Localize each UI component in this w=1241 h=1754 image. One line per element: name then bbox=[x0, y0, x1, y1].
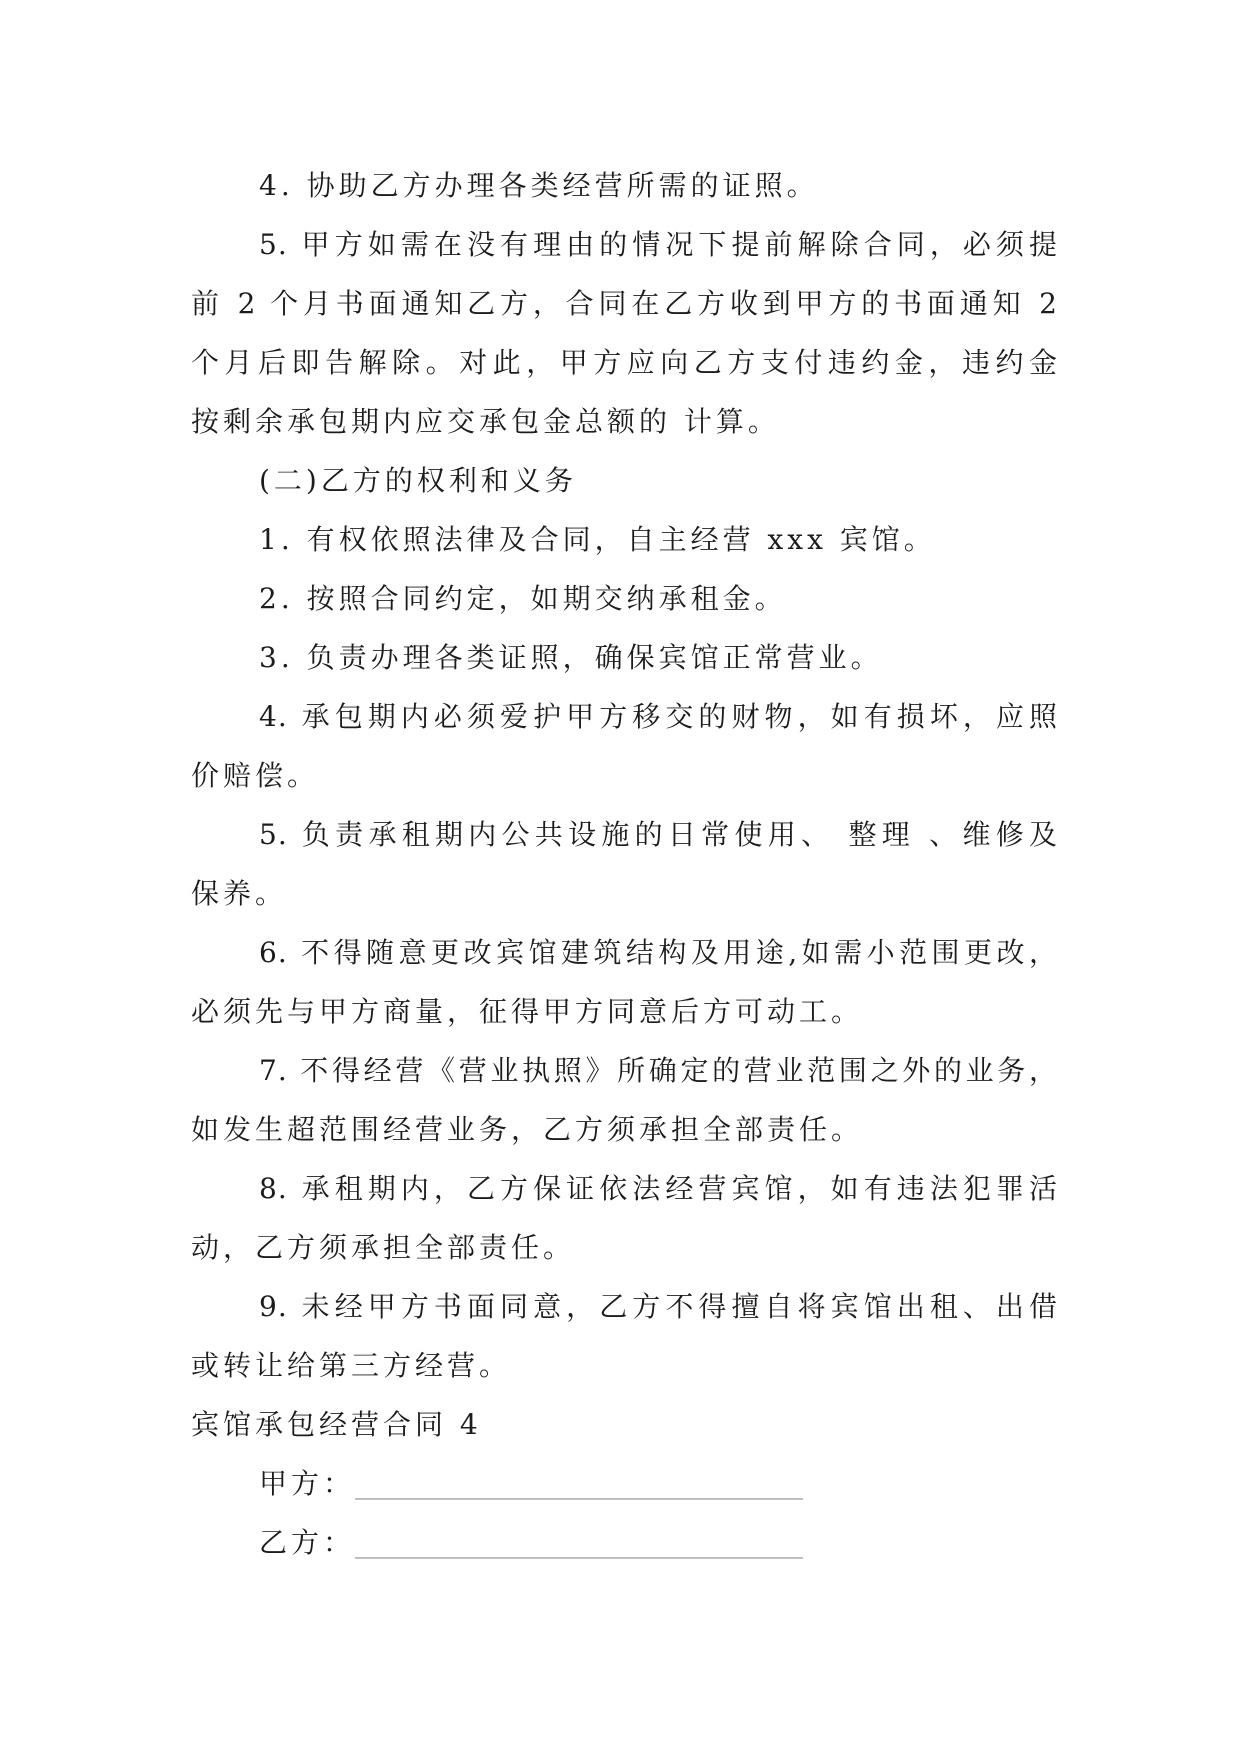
party-b-blank: ________________________________ bbox=[355, 1526, 804, 1559]
party-a-label: 甲方： bbox=[259, 1467, 356, 1500]
clause-b1-text: 1. 有权依照法律及合同，自主经营 xxx 宾馆。 bbox=[259, 523, 936, 556]
clause-b5-text-line-2: 保养。 bbox=[191, 877, 288, 910]
clause-b4-text-line-1: 4. 承包期内必须爱护甲方移交的财物，如有损坏，应照 bbox=[259, 700, 1058, 733]
party-a-blank: ________________________________ bbox=[355, 1467, 804, 1500]
clause-b6-text-line-1: 6. 不得随意更改宾馆建筑结构及用途,如需小范围更改， bbox=[259, 936, 1058, 969]
clause-a4-text: 4. 协助乙方办理各类经营所需的证照。 bbox=[259, 169, 819, 202]
clause-a5-text-line-4: 按剩余承包期内应交承包金总额的 计算。 bbox=[191, 405, 780, 438]
clause-a5-text-line-3: 个月后即告解除。对此，甲方应向乙方支付违约金，违约金 bbox=[191, 346, 1058, 379]
party-a-line bbox=[191, 1454, 1058, 1513]
clause-b2-text: 2. 按照合同约定，如期交纳承租金。 bbox=[259, 582, 787, 615]
party-b-label: 乙方： bbox=[259, 1526, 356, 1559]
document-body bbox=[191, 156, 1058, 1572]
party-b-line bbox=[191, 1513, 1058, 1572]
clause-b8-text-line-1: 8. 承租期内，乙方保证依法经营宾馆，如有违法犯罪活 bbox=[259, 1172, 1058, 1205]
clause-b7-text-line-2: 如发生超范围经营业务，乙方须承担全部责任。 bbox=[191, 1113, 864, 1146]
clause-b6-text-line-2: 必须先与甲方商量，征得甲方同意后方可动工。 bbox=[191, 995, 864, 1028]
clause-b9-text-line-1: 9. 未经甲方书面同意，乙方不得擅自将宾馆出租、出借 bbox=[259, 1290, 1058, 1323]
clause-b8-text-line-2: 动，乙方须承担全部责任。 bbox=[191, 1231, 576, 1264]
clause-a5-text-line-2: 前 2 个月书面通知乙方，合同在乙方收到甲方的书面通知 2 bbox=[191, 287, 1058, 320]
clause-b4-text-line-2: 价赔偿。 bbox=[191, 759, 320, 792]
clause-b9-text-line-2: 或转让给第三方经营。 bbox=[191, 1349, 512, 1382]
clause-b5-text-line-1: 5. 负责承租期内公共设施的日常使用、 整理 、维修及 bbox=[259, 818, 1058, 851]
clause-b3-text: 3. 负责办理各类证照，确保宾馆正常营业。 bbox=[259, 641, 883, 674]
contract-title: 宾馆承包经营合同 4 bbox=[191, 1408, 482, 1441]
clause-b7-text-line-1: 7. 不得经营《营业执照》所确定的营业范围之外的业务， bbox=[259, 1054, 1058, 1087]
clause-a5-text-line-1: 5. 甲方如需在没有理由的情况下提前解除合同，必须提 bbox=[259, 228, 1058, 261]
section-heading-party-b-rights: (二)乙方的权利和义务 bbox=[259, 464, 577, 497]
